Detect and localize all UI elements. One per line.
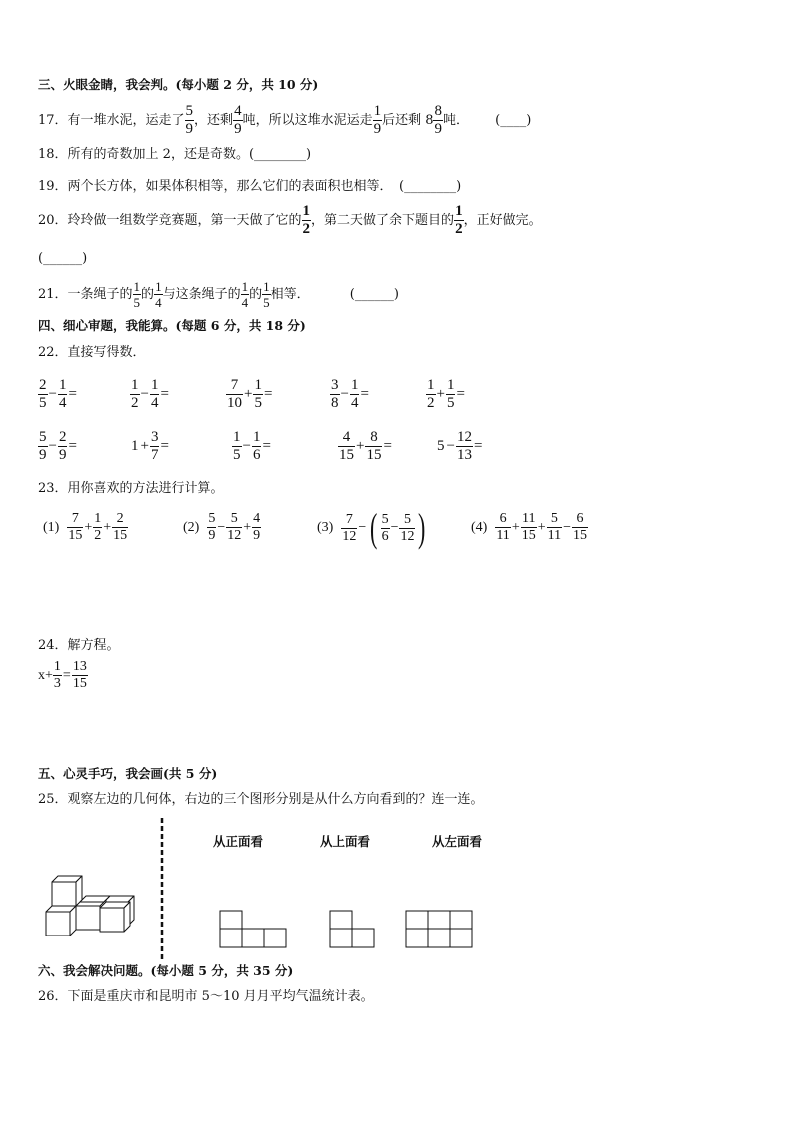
q17-text-a: 17．有一堆水泥，运走了 [38, 113, 185, 128]
calc-1-2-minus-1-4: $\frac{1}{2}$ − $\frac{1}{4}$ = [131, 377, 169, 411]
question-25: 25．观察左边的几何体，右边的三个图形分别是从什么方向看到的？连一连。 [38, 792, 484, 807]
question-24: 24．解方程。 [38, 638, 120, 653]
q21-text-e: 相等． [270, 287, 310, 302]
question-23: 23．用你喜欢的方法进行计算。 [38, 481, 224, 496]
question-20 [38, 204, 542, 237]
label-view-front: 从正面看 [213, 834, 264, 849]
fraction-1-5: $\frac{1}{5}$ [133, 279, 141, 310]
dashed-divider [158, 818, 166, 960]
q23-expr-2: (2) $\frac{5}{9}$ − $\frac{5}{12}$ + $\frac{4}{9}$ [183, 511, 261, 543]
q17-text-b: ，还剩 [194, 113, 234, 128]
q17-text-d: 后还剩 8 [382, 113, 434, 128]
calc-5-9-minus-2-9: $\frac{5}{9}$ − $\frac{2}{9}$ = [39, 429, 77, 463]
calc-1-2-plus-1-5: $\frac{1}{2}$ + $\frac{1}{5}$ = [427, 377, 465, 411]
q20-answer-blank[interactable]: (______) [38, 251, 88, 266]
frac: $\frac{2}{5}$ [39, 377, 47, 411]
calc-1-5-minus-1-6: $\frac{1}{5}$ − $\frac{1}{6}$ = [233, 429, 271, 463]
section6-title: 六、我会解决问题。(每小题 5 分，共 35 分) [38, 963, 294, 978]
q20-text-a: 20．玲玲做一组数学竞赛题，第一天做了它的 [38, 213, 302, 228]
question-22: 22．直接写得数． [38, 345, 146, 360]
q17-text-c: 吨，所以这堆水泥运走 [242, 113, 373, 128]
fraction-1-2: $\frac{1}{2}$ [302, 203, 311, 237]
section3-title: 三、火眼金睛，我会判。(每小题 2 分，共 10 分) [38, 77, 319, 92]
calc-5-minus-12-13: 5 − $\frac{12}{13}$ = [437, 429, 483, 463]
fraction-1-4-b: $\frac{1}{4}$ [241, 279, 249, 310]
question-17 [38, 104, 531, 137]
calc-4-15-plus-8-15: $\frac{4}{15}$ + $\frac{8}{15}$ = [339, 429, 392, 463]
question-18: 18．所有的奇数加上 2，还是奇数。(________) [38, 147, 312, 162]
fraction-1-4: $\frac{1}{4}$ [155, 279, 162, 310]
q21-answer-blank[interactable]: (______) [349, 287, 399, 302]
calc-2-5-minus-1-4: $\frac{2}{5}$ − $\frac{1}{4}$ = [39, 377, 77, 411]
question-19: 19．两个长方体，如果体积相等，那么它们的表面积也相等． (________) [38, 179, 462, 194]
q23-expr-3: (3) $\frac{7}{12}$ −( $\frac{5}{6}$ − $\frac{5}{12}$ ) [317, 505, 426, 550]
q23-expr-1: (1) $\frac{7}{15}$ + $\frac{1}{2}$ + $\frac{2}{15}$ [43, 511, 128, 543]
q21-text-b: 的 [141, 287, 155, 302]
view-shape-front[interactable] [219, 910, 289, 950]
fraction-1-2-b: $\frac{1}{2}$ [455, 203, 463, 237]
q21-text-d: 的 [249, 287, 263, 302]
fraction-8-9: $\frac{8}{9}$ [434, 103, 442, 137]
frac: $\frac{1}{4}$ [58, 377, 67, 411]
fraction-4-9: $\frac{4}{9}$ [234, 103, 242, 137]
question-26: 26．下面是重庆市和昆明市 5～10 月月平均气温统计表。 [38, 989, 374, 1004]
q21-text-a: 21．一条绳子的 [38, 287, 133, 302]
q21-text-c: 与这条绳子的 [162, 287, 241, 302]
equation-x-plus-1-3: x+ $\frac{1}{3}$ = $\frac{13}{15}$ [38, 659, 87, 691]
fraction-1-5-b: $\frac{1}{5}$ [263, 279, 270, 310]
q20-text-b: ，第二天做了余下题目的 [311, 213, 455, 228]
section5-title: 五、心灵手巧，我会画(共 5 分) [38, 766, 218, 781]
q17-answer-blank[interactable]: (____) [495, 113, 532, 128]
label-view-top: 从上面看 [320, 834, 371, 849]
view-shape-left[interactable] [405, 910, 475, 950]
calc-7-10-plus-1-5: $\frac{7}{10}$ + $\frac{1}{5}$ = [227, 377, 273, 411]
label-view-left: 从左面看 [432, 834, 483, 849]
q17-text-e: 吨． [442, 113, 469, 128]
cube-solid-figure [40, 872, 144, 936]
view-shape-top[interactable] [329, 910, 377, 950]
calc-3-8-minus-1-4: $\frac{3}{8}$ − $\frac{1}{4}$ = [331, 377, 369, 411]
label: (1) [43, 519, 60, 535]
q20-text-c: ，正好做完。 [463, 213, 542, 228]
q23-expr-4: (4) $\frac{6}{11}$ + $\frac{11}{15}$ + $\frac{5}{11}$ − $\frac{6}{15}$ [471, 511, 588, 543]
fraction-1-9: $\frac{1}{9}$ [373, 103, 382, 137]
question-21 [38, 280, 399, 309]
fraction-5-9: $\frac{5}{9}$ [185, 103, 194, 137]
section4-title: 四、细心审题，我能算。(每题 6 分，共 18 分) [38, 318, 306, 333]
calc-1-plus-3-7: 1 + $\frac{3}{7}$ = [131, 429, 169, 463]
